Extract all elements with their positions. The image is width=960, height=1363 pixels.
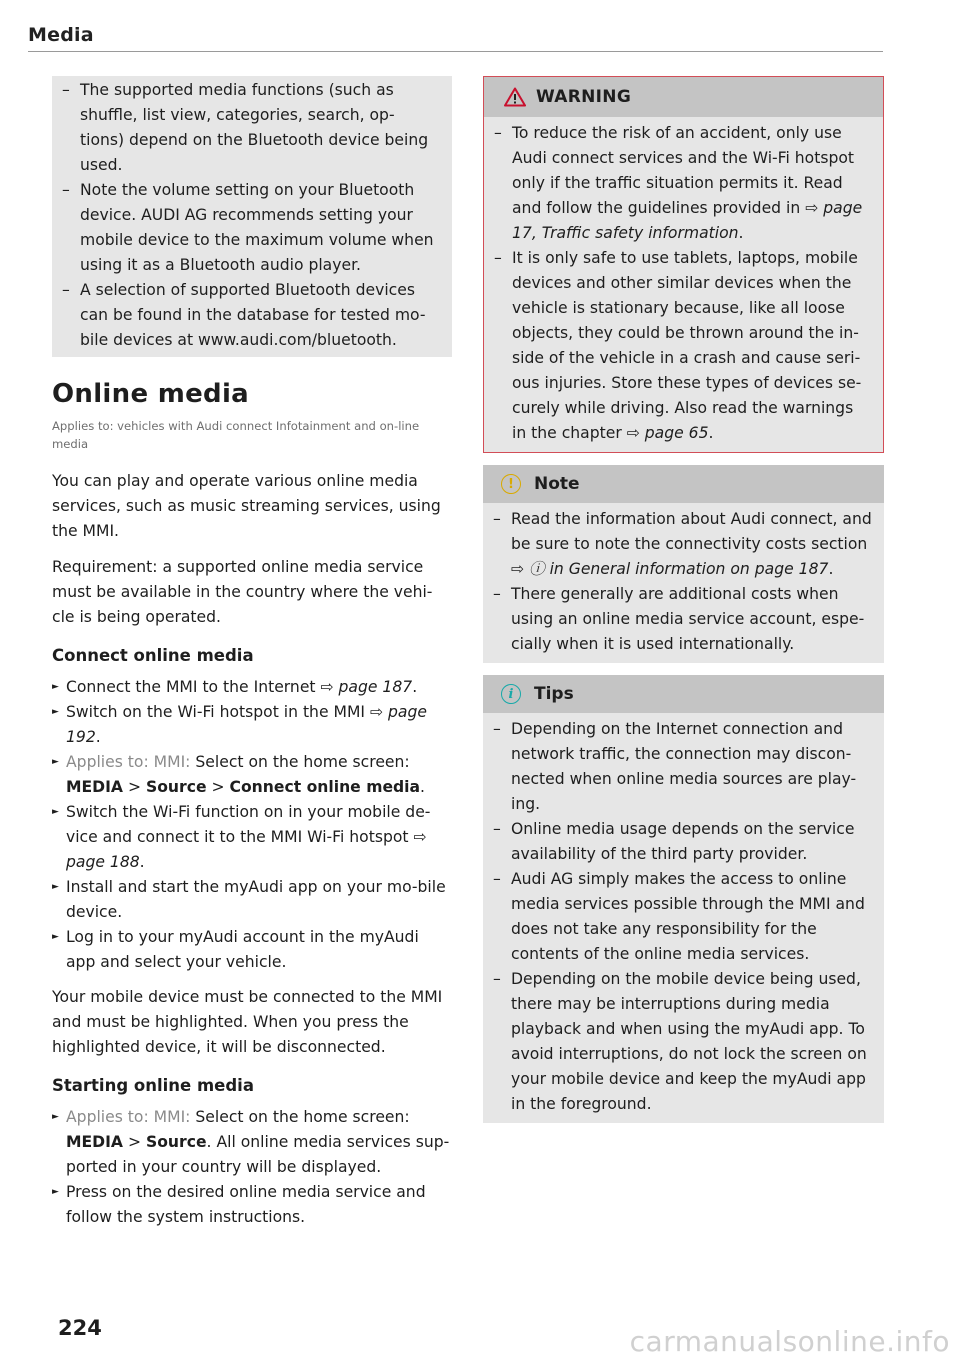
- list-item: [494, 246, 871, 446]
- list-item: – Depending on the Internet connection and network traffic, the connection may discon-nected when online media sources are play-ing.: [493, 717, 872, 817]
- step-text: Switch on the Wi-Fi hotspot in the MMI: [66, 703, 370, 721]
- menu-separator: >: [122, 778, 146, 796]
- site-watermark: carmanualsonline.info: [629, 1325, 950, 1358]
- tips-list: [493, 717, 872, 1117]
- note-list: [493, 507, 872, 657]
- bluetooth-notes-box: [52, 76, 452, 357]
- tips-label: Tips: [534, 684, 574, 704]
- step-item: [52, 1105, 452, 1180]
- starting-online-media-title: Starting online media: [52, 1076, 254, 1095]
- step-item: [52, 700, 452, 750]
- step-text-end: .: [420, 778, 426, 796]
- connect-steps: [52, 675, 452, 975]
- menu-path-media: MEDIA: [66, 778, 123, 796]
- page-reference-link[interactable]: ⇨ page 192: [66, 703, 427, 746]
- page-reference-link[interactable]: ⇨ page 65: [626, 424, 709, 442]
- step-text: Switch the Wi-Fi function on in your mobile de-vice and connect it to the MMI Wi-Fi hotspot: [66, 803, 431, 846]
- warning-text: It is only safe to use tablets, laptops, mobile devices and other similar devices when the vehicle is stationary because, like all loose objects, they could be thrown around the in-side of the vehicle in a crash and cause seri-ous injuries. Store these types of devices se-curely while driving. Also read the warnings in the chapter: [512, 249, 862, 442]
- page-number: 224: [58, 1316, 102, 1340]
- note-header: [483, 465, 884, 503]
- menu-path-media: MEDIA: [66, 1133, 123, 1151]
- warning-text-end: .: [708, 424, 714, 442]
- header-divider: [28, 51, 883, 52]
- list-item: – A selection of supported Bluetooth devices can be found in the database for tested mo-bile devices at www.audi.com/bluetooth.: [62, 278, 436, 353]
- page-reference-link[interactable]: ⇨ ⓘ in General information on page 187: [511, 560, 829, 578]
- starting-steps: [52, 1105, 452, 1230]
- menu-path-source: Source: [145, 1133, 207, 1151]
- step-text: Select on the home screen:: [190, 753, 410, 771]
- step-item: ► Press on the desired online media service and follow the system instructions.: [52, 1180, 452, 1230]
- step-item: [52, 675, 452, 700]
- step-text: Select on the home screen:: [190, 1108, 410, 1126]
- menu-path-source: Source: [145, 778, 207, 796]
- info-circle-icon: i: [501, 684, 521, 704]
- menu-separator: >: [206, 778, 230, 796]
- step-item: ► Install and start the myAudi app on your mo-bile device.: [52, 875, 452, 925]
- step-item: [52, 800, 452, 875]
- step-item: ► Log in to your myAudi account in the myAudi app and select your vehicle.: [52, 925, 452, 975]
- step-text-end: .: [95, 728, 101, 746]
- note-body: [483, 503, 884, 663]
- menu-path-connect: Connect online media: [229, 778, 421, 796]
- connect-online-media-title: Connect online media: [52, 646, 254, 665]
- online-media-title: Online media: [52, 379, 250, 409]
- list-item: – Audi AG simply makes the access to online media services possible through the MMI and does not take any responsibility for the contents of the online media services.: [493, 867, 872, 967]
- list-item: [494, 121, 871, 246]
- exclamation-circle-icon: !: [501, 474, 521, 494]
- warning-text-end: .: [738, 224, 744, 242]
- step-text-end: .: [412, 678, 418, 696]
- note-text-end: .: [828, 560, 834, 578]
- warning-list: [494, 121, 871, 446]
- left-column: [52, 76, 452, 1240]
- page-reference-link[interactable]: ⇨ page 187: [320, 678, 413, 696]
- intro-paragraph: You can play and operate various online media services, such as music streaming services, using the MMI.: [52, 472, 441, 540]
- section-header-title: Media: [28, 24, 94, 46]
- applies-to-inline: Applies to: MMI:: [66, 753, 191, 771]
- step-text-end: .: [139, 853, 145, 871]
- list-item: – Online media usage depends on the service availability of the third party provider.: [493, 817, 872, 867]
- warning-label: WARNING: [536, 87, 632, 107]
- warning-triangle-icon: [504, 87, 526, 107]
- right-column: [483, 76, 884, 1123]
- note-box: [483, 465, 884, 663]
- list-item: – The supported media functions (such as shuffle, list view, categories, search, op-tions) depend on the Bluetooth device being used.: [62, 78, 436, 178]
- step-item: [52, 750, 452, 800]
- tips-body: [483, 713, 884, 1123]
- list-item: – Note the volume setting on your Bluetooth device. AUDI AG recommends setting your mobile device to the maximum volume when using it as a Bluetooth audio player.: [62, 178, 436, 278]
- warning-header: [484, 77, 883, 117]
- connection-note-paragraph: Your mobile device must be connected to the MMI and must be highlighted. When you press the highlighted device, it will be disconnected.: [52, 988, 443, 1056]
- tips-header: [483, 675, 884, 713]
- list-item: – There generally are additional costs when using an online media service account, espe-cially when it is used internationally.: [493, 582, 872, 657]
- applies-to-inline: Applies to: MMI:: [66, 1108, 191, 1126]
- warning-box: [483, 76, 884, 453]
- note-text: Read the information about Audi connect, and be sure to note the connectivity costs section: [511, 510, 872, 553]
- warning-text: To reduce the risk of an accident, only use Audi connect services and the Wi-Fi hotspot only if the traffic situation permits it. Read and follow the guidelines provided in: [512, 124, 855, 217]
- step-text: Connect the MMI to the Internet: [66, 678, 321, 696]
- page-reference-link[interactable]: ⇨ page 188: [66, 828, 427, 871]
- note-label: Note: [534, 474, 580, 494]
- list-item: – Depending on the mobile device being used, there may be interruptions during media playback and when using the myAudi app. To avoid interruptions, do not lock the screen on your mobile device and keep the myAudi app in the foreground.: [493, 967, 872, 1117]
- requirement-paragraph: Requirement: a supported online media service must be available in the country where the vehi-cle is being operated.: [52, 558, 433, 626]
- bluetooth-notes-list: [62, 78, 436, 353]
- list-item: [493, 507, 872, 582]
- warning-body: [484, 117, 883, 452]
- applies-to-note: Applies to: vehicles with Audi connect Infotainment and on-line media: [52, 419, 420, 451]
- tips-box: [483, 675, 884, 1123]
- step-text-end: . All online media services sup-ported in your country will be displayed.: [66, 1133, 450, 1176]
- page-reference-link[interactable]: ⇨ page 17, Traffic safety information: [512, 199, 863, 242]
- menu-separator: >: [122, 1133, 146, 1151]
